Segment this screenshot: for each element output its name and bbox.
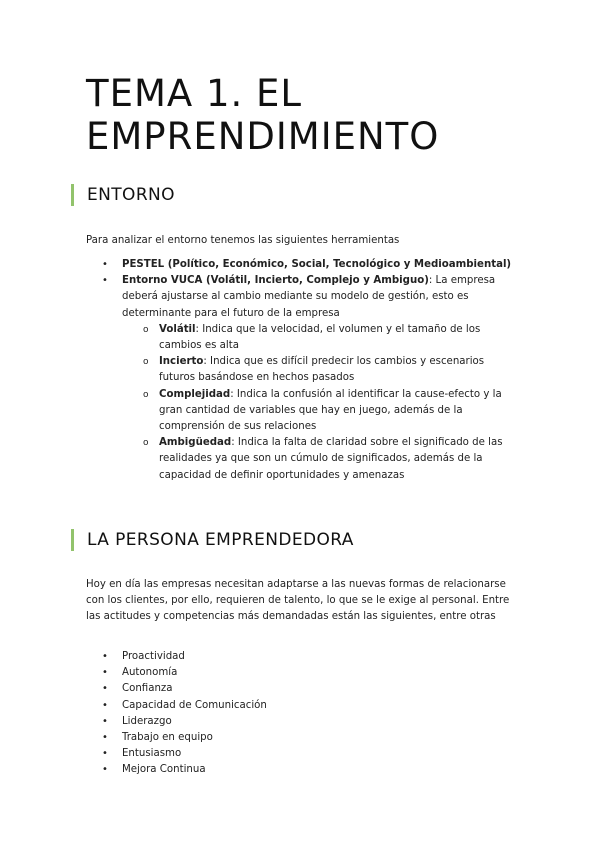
list-item: [86, 681, 516, 697]
vuca-sublist: [122, 322, 516, 484]
list-item: [86, 649, 516, 665]
sublist-item-text: : Indica que la velocidad, el volumen y el tamaño de los cambios es alta: [159, 323, 481, 352]
section-title: LA PERSONA EMPRENDEDORA: [87, 530, 354, 550]
page-title: TEMA 1. EL EMPRENDIMIENTO: [86, 72, 440, 158]
sublist-item-bold: Incierto: [159, 356, 204, 368]
list-item-text: Capacidad de Comunicación: [122, 699, 267, 711]
sublist-item-bold: Complejidad: [159, 388, 231, 400]
sublist-item: [122, 322, 516, 354]
bullet-icon: •: [102, 275, 108, 287]
section-intro: Para analizar el entorno tenemos las siguientes herramientas: [86, 235, 400, 246]
list-item-text: Liderazgo: [122, 715, 172, 727]
list-item: [86, 698, 516, 714]
section-heading-persona-emprendedora: [71, 527, 354, 553]
sublist-item-text: : Indica que es difícil predecir los cambios y escenarios futuros basándose en hechos pasados: [159, 356, 485, 384]
heading-accent-bar: [71, 184, 74, 206]
circle-bullet-icon: o: [143, 357, 149, 368]
circle-bullet-icon: o: [143, 438, 149, 449]
sublist-item: [122, 435, 516, 484]
competencies-list: [86, 649, 516, 779]
circle-bullet-icon: o: [143, 324, 149, 335]
list-item-text: : La empresa deberá ajustarse al cambio mediante su modelo de gestión, esto es determinante para el futuro de la empresa: [122, 275, 496, 319]
list-item: [86, 714, 516, 730]
list-item-text: Trabajo en equipo: [122, 732, 213, 744]
bullet-icon: •: [102, 748, 108, 760]
list-item: [86, 665, 516, 681]
sublist-item: [122, 354, 516, 386]
list-item: [86, 746, 516, 762]
bullet-icon: •: [102, 732, 108, 744]
list-item: [86, 257, 516, 273]
sublist-item-text: : Indica la falta de claridad sobre el significado de las realidades ya que son un cúmulo de significados, además de la capacidad de definir oportunidades y amenazas: [159, 437, 503, 481]
tools-list: [86, 257, 516, 484]
bullet-icon: •: [102, 683, 108, 695]
list-item: [86, 762, 516, 778]
list-item: [86, 273, 516, 484]
section-title: ENTORNO: [87, 185, 175, 205]
heading-accent-bar: [71, 529, 74, 551]
bullet-icon: •: [102, 715, 108, 727]
list-item-text: Entusiasmo: [122, 748, 182, 760]
list-item-text: Confianza: [122, 683, 173, 695]
sublist-item-text: : Indica la confusión al identificar la cause-efecto y la gran cantidad de variables que hay en juego, además de la comprensión de sus relaciones: [159, 388, 502, 433]
list-item-bold: PESTEL (Político, Económico, Social, Tecnológico y Medioambiental): [122, 259, 512, 270]
bullet-icon: •: [102, 764, 108, 776]
sublist-item-bold: Ambigüedad: [159, 437, 232, 449]
list-item-text: Autonomía: [122, 667, 178, 679]
list-item-text: Proactividad: [122, 651, 185, 662]
sublist-item-bold: Volátil: [159, 323, 196, 335]
sublist-item: [122, 387, 516, 436]
list-item-bold: Entorno VUCA (Volátil, Incierto, Complejo y Ambiguo): [122, 275, 429, 287]
list-item: [86, 730, 516, 746]
section-intro: Hoy en día las empresas necesitan adaptarse a las nuevas formas de relacionarse con los clientes, por ello, requieren de talento, lo que se le exige al personal. Entre las actitudes y competencias más demandadas están las siguientes, entre otras: [86, 579, 510, 623]
circle-bullet-icon: o: [143, 389, 149, 400]
bullet-icon: •: [102, 699, 108, 711]
bullet-icon: •: [102, 651, 108, 662]
bullet-icon: •: [102, 259, 108, 270]
bullet-icon: •: [102, 667, 108, 679]
list-item-text: Mejora Continua: [122, 764, 206, 776]
section-heading-entorno: [71, 182, 175, 208]
